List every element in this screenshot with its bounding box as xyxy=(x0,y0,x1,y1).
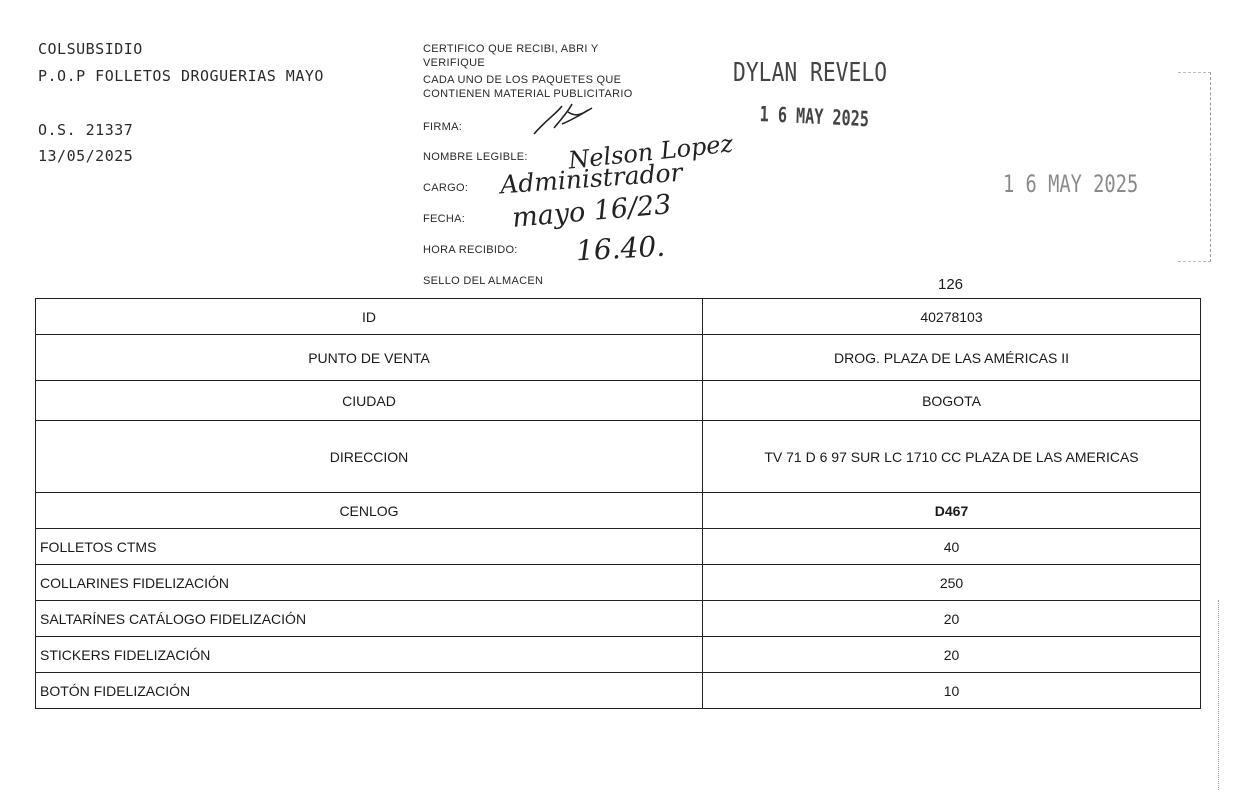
table-row xyxy=(36,637,1201,673)
item-label: COLLARINES FIDELIZACIÓN xyxy=(36,565,703,601)
row-value: DROG. PLAZA DE LAS AMÉRICAS II xyxy=(703,335,1201,381)
order-number: O.S. 21337 xyxy=(38,121,134,139)
firma-label: FIRMA: xyxy=(423,121,463,133)
signature-mark xyxy=(528,98,598,140)
page-number: 126 xyxy=(938,276,964,293)
row-label: CIUDAD xyxy=(36,381,703,421)
row-label: PUNTO DE VENTA xyxy=(36,335,703,381)
row-label: ID xyxy=(36,299,703,335)
item-label: FOLLETOS CTMS xyxy=(36,529,703,565)
fecha-value: mayo 16/23 xyxy=(510,189,673,234)
table-row xyxy=(36,529,1201,565)
table-row xyxy=(36,421,1201,493)
cargo-label: CARGO: xyxy=(423,182,469,194)
row-label: DIRECCION xyxy=(36,421,703,493)
item-value: 250 xyxy=(703,565,1201,601)
item-label: STICKERS FIDELIZACIÓN xyxy=(36,637,703,673)
item-label: BOTÓN FIDELIZACIÓN xyxy=(36,673,703,709)
nombre-value: Nelson Lopez xyxy=(566,129,735,175)
table-row xyxy=(36,601,1201,637)
table-row xyxy=(36,381,1201,421)
sello-label: SELLO DEL ALMACEN xyxy=(423,275,544,287)
document-date: 13/05/2025 xyxy=(38,147,134,165)
hora-label: HORA RECIBIDO: xyxy=(423,244,518,256)
table-row xyxy=(36,299,1201,335)
item-value: 20 xyxy=(703,637,1201,673)
cargo-value: Administrador xyxy=(499,157,684,200)
row-value: D467 xyxy=(703,493,1201,529)
table-row xyxy=(36,335,1201,381)
item-label: SALTARÍNES CATÁLOGO FIDELIZACIÓN xyxy=(36,601,703,637)
date-stamp: 1 6 MAY 2025 xyxy=(759,102,870,132)
item-value: 20 xyxy=(703,601,1201,637)
date-stamp-faded: 1 6 MAY 2025 xyxy=(1003,170,1139,198)
name-stamp: DYLAN REVELO xyxy=(733,58,888,88)
item-value: 40 xyxy=(703,529,1201,565)
certificate-line-3: CADA UNO DE LOS PAQUETES QUE xyxy=(423,74,622,86)
row-value: TV 71 D 6 97 SUR LC 1710 CC PLAZA DE LAS AMERICAS xyxy=(703,421,1201,493)
item-value: 10 xyxy=(703,673,1201,709)
delivery-table xyxy=(35,298,1201,709)
nombre-label: NOMBRE LEGIBLE: xyxy=(423,151,528,163)
row-value: 40278103 xyxy=(703,299,1201,335)
table-row xyxy=(36,493,1201,529)
row-value: BOGOTA xyxy=(703,381,1201,421)
company-name: COLSUBSIDIO xyxy=(38,40,143,58)
row-label: CENLOG xyxy=(36,493,703,529)
certificate-line-1: CERTIFICO QUE RECIBI, ABRI Y xyxy=(423,43,599,55)
certificate-line-2: VERIFIQUE xyxy=(423,57,485,69)
scan-edge xyxy=(1218,600,1233,790)
table-row xyxy=(36,565,1201,601)
certificate-line-4: CONTIENEN MATERIAL PUBLICITARIO xyxy=(423,88,633,100)
table-row xyxy=(36,673,1201,709)
fecha-label: FECHA: xyxy=(423,213,466,225)
stamp-frame xyxy=(1178,72,1211,262)
campaign-title: P.O.P FOLLETOS DROGUERIAS MAYO xyxy=(38,67,324,85)
hora-value: 16.40. xyxy=(575,229,666,268)
